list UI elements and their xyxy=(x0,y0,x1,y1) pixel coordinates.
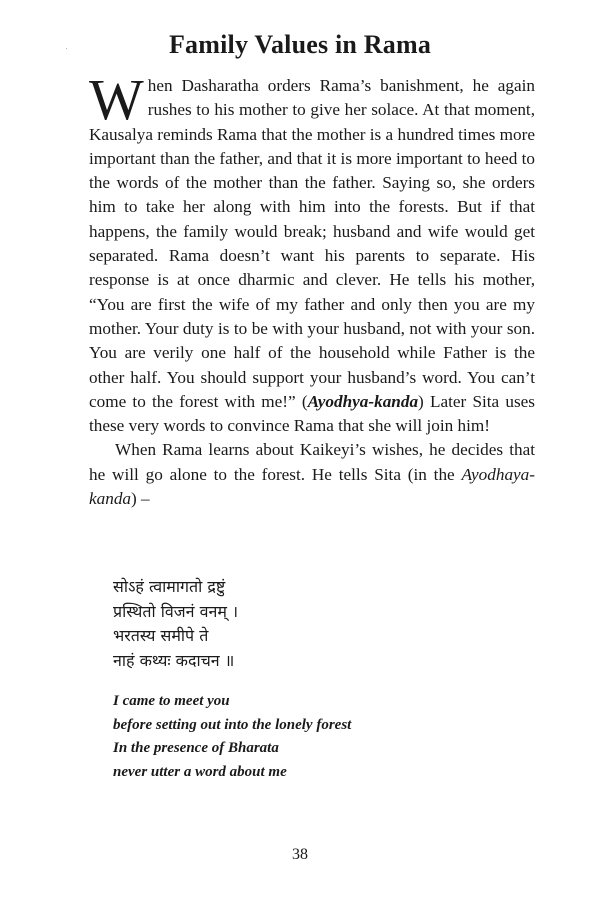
paragraph-2-text-end: ) – xyxy=(131,489,150,509)
paragraph-1 xyxy=(89,67,535,438)
page-number: 38 xyxy=(292,846,308,863)
paragraph-1-text: hen Dasharatha orders Rama’s banishment, he again rushes to his mother to give her solace. At that moment, Kausalya reminds Rama that the mother is a hundred times more important than the father, and that it is more important to heed to the words of the mother than the father. Saying so, she orders him to take her along with him into the forests. But if that happens, the family would break; husband and wife would get separated. Rama doesn’t want his parents to separate. His response is at once dharmic and clever. He tells his mother, “You are first the wife of my father and only then you are my mother. Your duty is to be with your husband, not with your son. You are verily one half of the household while Father is the other half. You should support your husband’s word. You can’t come to the forest with me!” ( xyxy=(89,76,535,411)
translation-line: never utter a word about me xyxy=(113,763,287,780)
citation-ayodhaya-kanda: Ayodhaya-kanda xyxy=(89,464,535,509)
paragraph-2 xyxy=(89,438,535,511)
verse-line: नाहं कथ्यः कदाचन ॥ xyxy=(113,650,235,670)
translation-line: I came to meet you xyxy=(113,693,230,709)
translation-line: In the presence of Bharata xyxy=(113,740,279,756)
body-text xyxy=(89,67,535,511)
citation-ayodhya-kanda: Ayodhya-kanda xyxy=(307,391,419,411)
paragraph-2-text: When Rama learns about Kaikeyi’s wishes, he decides that he will go alone to the forest. He tells Sita (in the xyxy=(89,440,535,484)
drop-cap: W xyxy=(89,67,144,132)
verse-translation xyxy=(113,690,351,784)
verse-line: भरतस्य समीपे ते xyxy=(113,626,209,645)
verse-line: प्रस्थितो विजनं वनम् । xyxy=(113,601,239,621)
page-title: Family Values in Rama xyxy=(168,30,432,59)
paragraph-1-text-end: ) Later Sita uses these very words to convince Rama that she will join him! xyxy=(89,391,535,436)
verse-line: सोऽहं त्वामागतो द्रष्टुं xyxy=(113,577,226,596)
sanskrit-verse xyxy=(113,575,238,673)
translation-line: before setting out into the lonely forest xyxy=(113,716,352,733)
